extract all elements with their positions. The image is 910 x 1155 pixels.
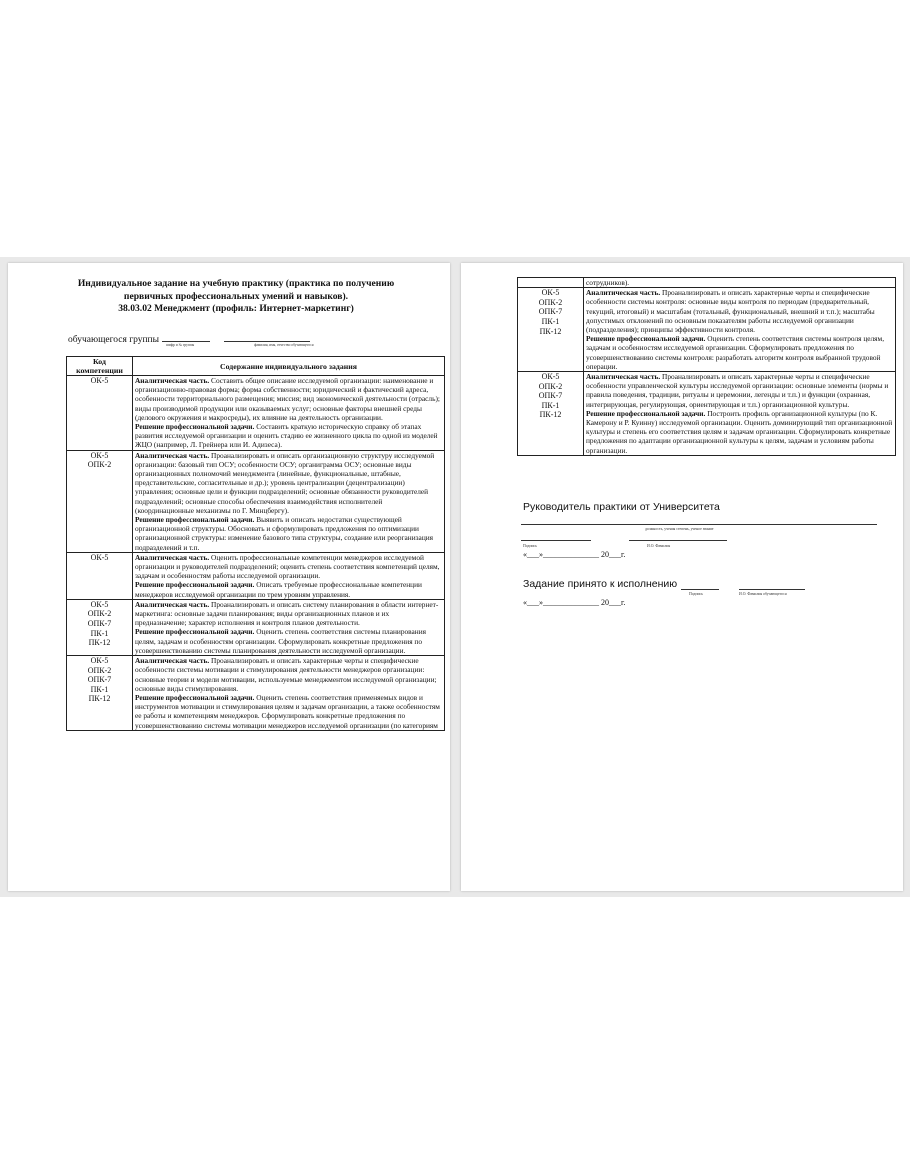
competence-code: ОПК-2 [538,297,563,307]
analytical-text: Проанализировать и описать систему планирования в области интернет- маркетинга: основные задачи планирования; виды организационных планов и их предназначение; характер исполнения и контроля планов деятельности. [135,599,439,628]
professional-label: Решение профессиональной задачи. [135,692,255,702]
position-line [521,524,877,525]
date-field-1: «___»______________ 20___г. [523,550,626,559]
header-code: Код компетенции [67,357,133,376]
competence-code: ОПК-7 [87,675,112,685]
competence-code: ОПК-2 [538,381,563,391]
title-line-3: 38.03.02 Менеджмент (профиль: Интернет-маркетинг) [118,303,354,314]
code-cell [67,656,133,731]
student-fio-line [739,589,805,590]
code-cell [518,278,584,288]
professional-label: Решение профессиональной задачи. [586,334,706,344]
table-row [518,278,896,288]
professional-label: Решение профессиональной задачи. [135,422,255,432]
competence-code: ОК-5 [90,599,109,609]
analytical-part [135,553,442,581]
competence-code: ОК-5 [90,552,109,562]
professional-task [135,693,442,730]
content-cell [133,656,445,731]
assignment-table-continued [517,277,896,456]
competence-code: ОПК-2 [87,609,112,619]
document-page-2 [461,263,903,891]
table-row [67,450,445,552]
code-cell [67,376,133,451]
analytical-text: Оценить профессиональные компетенции менеджеров исследуемой организации и руководителей подразделений; оценить степень соответствия компетенций целям, задачам и особенностям работы исследуемой организации. [135,552,440,581]
table-row [67,552,445,599]
table-row [67,656,445,731]
caption-student-signature: Подпись [689,592,703,596]
professional-label: Решение профессиональной задачи. [135,515,255,525]
analytical-label: Аналитическая часть. [135,552,210,562]
code-cell [518,372,584,456]
competence-code: ОК-5 [90,376,109,385]
professional-label: Решение профессиональной задачи. [135,580,255,590]
name-blank [224,331,310,342]
title-line-1: Индивидуальное задание на учебную практику (практика по получению [77,278,395,289]
analytical-text: Проанализировать и описать характерные черты и специфические особенности системы контроля: основные виды контроля по периодам (предварительный, текущий, итоговый) и масштабам (тотальный, функциональный, внешний и т.п.); масштабы допустимых отклонений по основным показателям работы исследуемой организации (подразделения); принципы эффективности контроля. [586,288,875,335]
analytical-label: Аналитическая часть. [586,372,661,382]
professional-task [586,409,893,455]
competence-code: ПК-12 [539,410,562,420]
analytical-text: Проанализировать и описать характерные черты и специфические особенности системы мотивации и стимулирования деятельности менеджеров организации: основные теории и модели мотивации, используемые менеджментом исследуемой организации; основные виды стимулирования. [135,656,437,693]
table-row [67,599,445,655]
content-cell [133,552,445,599]
caption-signature: Подпись [523,544,537,548]
table-row [518,288,896,372]
content-cell [133,450,445,552]
content-cell [133,376,445,451]
caption-fio: И.О. Фамилия [647,544,671,548]
student-signature-line [681,589,719,590]
accept-title: Задание принято к исполнению [523,578,678,590]
professional-task [135,422,442,450]
code-cell [67,450,133,552]
analytical-label: Аналитическая часть. [135,376,210,385]
analytical-label: Аналитическая часть. [586,288,661,298]
professional-text: Оценить степень соответствия системы контроля целям, задачам и особенностям исследуемой организации. Сформулировать предложения по усовершенствованию системы контроля: разработать алгоритм контроля выбранной трудовой операции. [586,334,885,371]
analytical-part [135,451,442,515]
analytical-part [135,600,442,628]
professional-text: Оценить степень соответствия системы планирования целям, задачам и особенностям организации. Сформулировать конкретные предложения по усовершенствованию системы планирования деятельности исследуемой организации. [135,627,427,655]
professional-label: Решение профессиональной задачи. [586,408,706,418]
competence-code: ПК-1 [90,684,109,694]
content-cell: сотрудников). [584,278,896,288]
fio-line [629,540,727,541]
professional-text: Составить краткую историческую справку об этапах развития исследуемой организации и оценить стадию ее жизненного цикла по одной из моделей ЖЦО (например, Л. Грейнера или И. Адизеса). [135,422,438,450]
competence-code: ОК-5 [541,288,560,298]
page-title [66,278,406,316]
professional-text: Описать требуемые профессиональные компетенции менеджеров исследуемой организации по трем уровням управления. [135,580,422,599]
content-cell [584,372,896,456]
professional-text: Выявить и описать недостатки существующей организационной структуры. Обосновать и сформулировать предложения по оптимизации организационной структуры: изменение базового типа структуры, создание или реорганизация подразделений и т.п. [135,515,434,552]
competence-code: ОПК-2 [87,665,112,675]
caption-name: фамилия, имя, отчество обучающегося [254,343,314,347]
header-content: Содержание индивидуального задания [133,357,445,376]
professional-text: Построить профиль организационной культуры (по К. Камерону и Р. Куинну) исследуемой организации. Оценить доминирующий тип организационной культуры и степень его соответствия целям и задачам организации. Сформулировать конкретные предложения по адаптации организационной культуры к целям, задачам и условиям работы организации. [586,408,893,455]
analytical-part [586,372,893,409]
content-cell [584,288,896,372]
table-row [67,376,445,451]
professional-task [135,627,442,655]
analytical-part [135,376,442,422]
analytical-text: Составить общее описание исследуемой организации: наименование и организационно-правовая форма; форма собственности; юридический и фактический адреса, особенности территориального размещения; миссия; вид экономической деятельности (отрасль); виды производимой продукции или оказываемых услуг; основные факторы внешней среды (делового окружения и макросреды), их влияние на деятельность организации. [135,376,440,422]
competence-code: ОК-5 [90,656,109,666]
caption-student-fio: И.О. Фамилия обучающегося [739,592,787,596]
group-blank [162,331,210,342]
analytical-label: Аналитическая часть. [135,656,210,666]
competence-code: ОПК-7 [87,619,112,629]
professional-label: Решение профессиональной задачи. [135,627,255,637]
professional-task [135,580,442,598]
code-cell [67,552,133,599]
competence-code: ПК-12 [88,694,111,704]
content-cell [133,599,445,655]
competence-code: ОК-5 [541,372,560,382]
date-field-2: «___»______________ 20___г. [523,598,626,607]
assignment-table [66,356,445,731]
competence-code: ОК-5 [90,450,109,460]
supervisor-title: Руководитель практики от Университета [523,501,720,513]
professional-task [586,334,893,371]
analytical-label: Аналитическая часть. [135,599,210,609]
caption-position: должность, ученая степень, ученое звание [645,527,714,531]
competence-code: ОПК-2 [87,460,112,470]
competence-code: ПК-1 [90,628,109,638]
competence-code: ПК-1 [541,400,560,410]
competence-code: ОПК-7 [538,391,563,401]
competence-code: ПК-12 [539,326,562,336]
document-page-1 [8,263,450,891]
analytical-text: Проанализировать и описать характерные черты и специфические особенности управленческой культуры исследуемой организации: основные элементы (нормы и правила поведения, традиции, ритуалы и церемонии, легенды и т.п.) и функции (охранная, интегрирующая, регулирующая, ориентирующая и т.п.) организационной культуры. [586,372,889,409]
professional-text: Оценить степень соответствия применяемых видов и инструментов мотивации и стимулирования целям и задачам организации, а также особенностям ее работы и компетенциям менеджеров. Сформулировать конкретные предложения по усовершенствованию системы мотивации менеджеров исследуемой организации (по категориям [135,692,440,730]
caption-group: шифр и № группы [166,343,195,347]
group-label: обучающегося группы [68,335,160,345]
competence-code: ПК-1 [541,316,560,326]
table-row [518,372,896,456]
analytical-part [135,656,442,693]
title-line-2: первичных профессиональных умений и навыков). [123,290,349,302]
signature-line [521,540,591,541]
competence-code: ПК-12 [88,638,111,648]
competence-code: ОПК-7 [538,307,563,317]
analytical-label: Аналитическая часть. [135,450,210,460]
professional-task [135,515,442,552]
code-cell [67,599,133,655]
code-cell [518,288,584,372]
analytical-part [586,288,893,334]
analytical-text: Проанализировать и описать организационную структуру исследуемой организации: базовый тип ОСУ; особенности ОСУ; органиграмма ОСУ; основные виды организационных полномочий менеджмента (линейные, функциональные, штабные, представительские, согласительные и др.); уровень централизации (децентрализации) управления; основные цели и функции подразделений; основные обязанности руководителей подразделений; основные способы обеспечения взаимодействия исполнителей (координационные механизмы по Г. Минцбергу). [135,450,435,515]
